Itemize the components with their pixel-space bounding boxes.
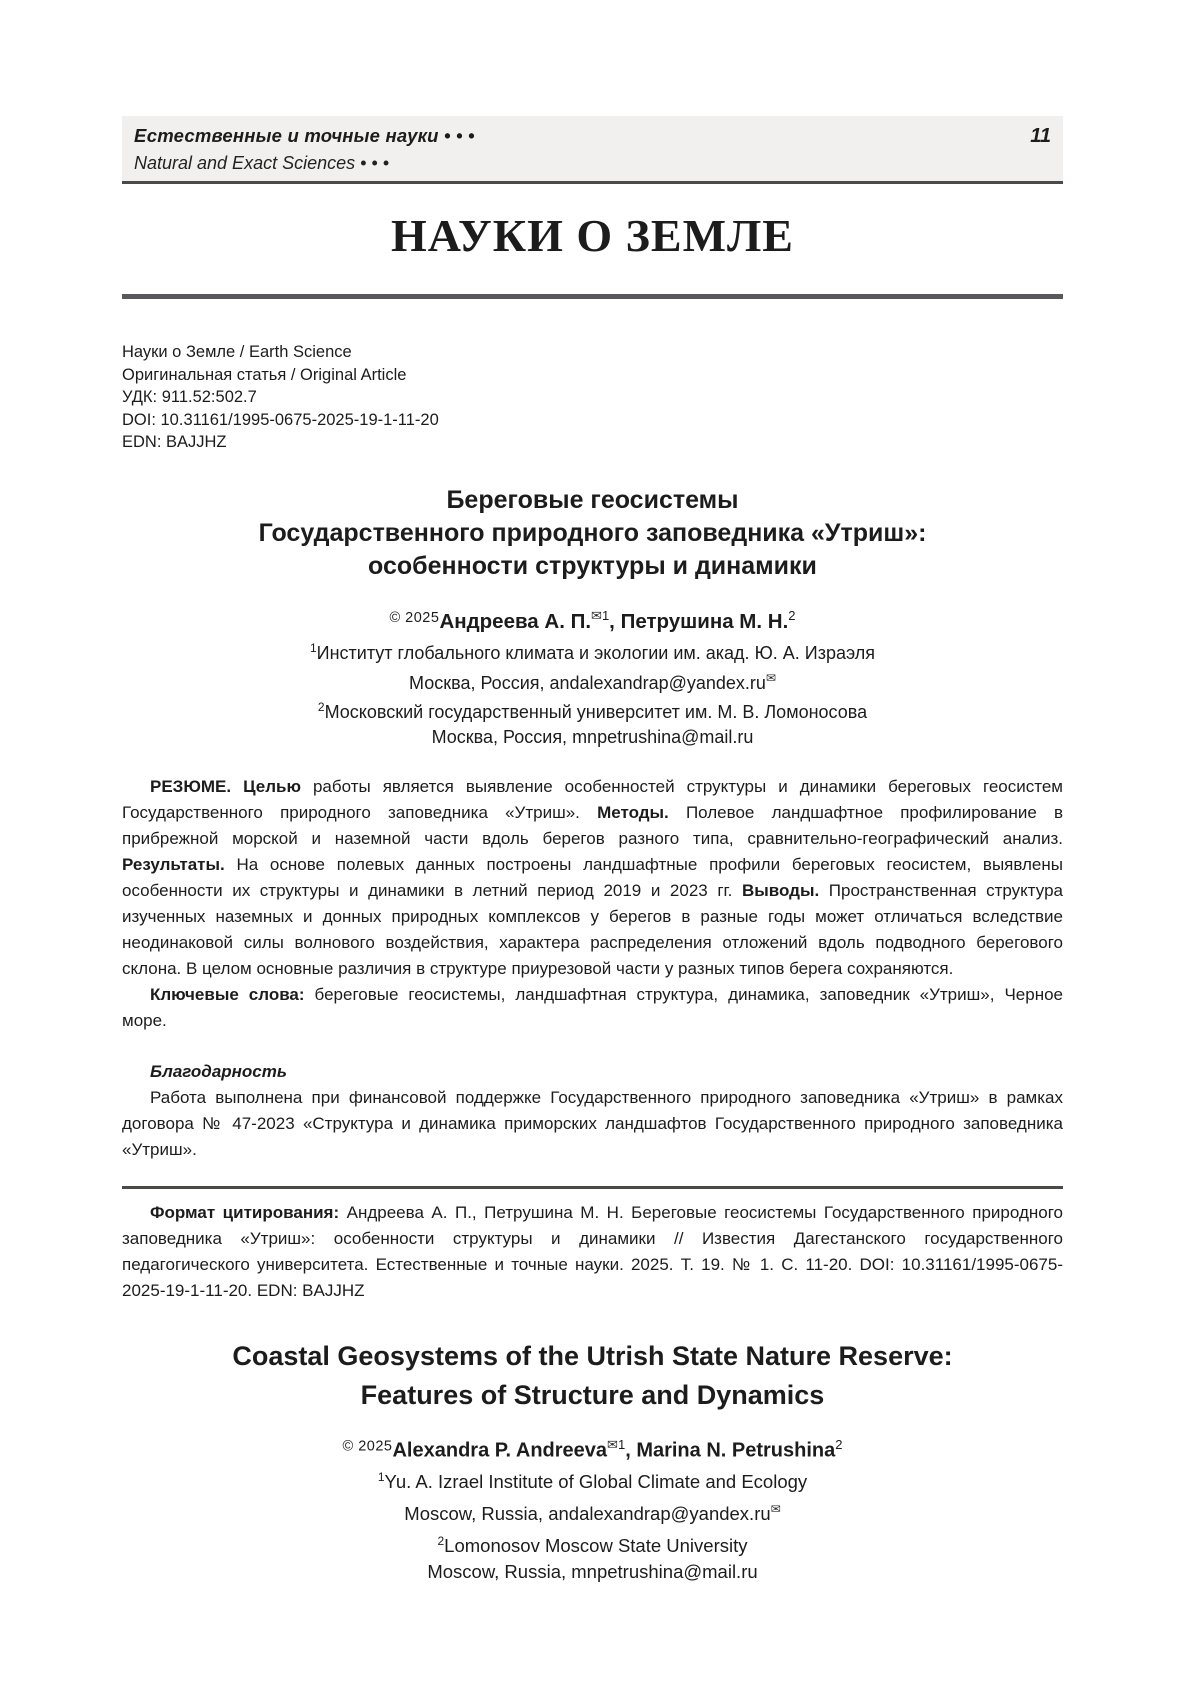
envelope-icon: ✉ [591, 607, 602, 623]
journal-section-title-en: Natural and Exact Sciences • • • [134, 153, 390, 173]
author-ru-2-affmark: 2 [788, 607, 796, 623]
affiliation-ru-1-city [122, 666, 1063, 696]
abstract-results-text: На основе полевых данных построены ландшафтные профили береговых геосистем, выявлены особенности их структуры и динамики в летний период 2019 и 2023 гг. [122, 855, 1063, 901]
meta-article-type: Оригинальная статья / Original Article [122, 365, 407, 384]
article-title-ru-line3: особенности структуры и динамики [368, 551, 817, 580]
author-ru-2: Петрушина М. Н. [620, 609, 789, 633]
running-head [122, 116, 1063, 184]
article-title-ru [122, 484, 1063, 583]
author-ru-1: Андреева А. П. [439, 609, 592, 633]
affiliation-ru-1-name: Институт глобального климата и экологии им. акад. Ю. А. Израэля [316, 643, 876, 664]
abstract-goal-label: Целью [243, 777, 301, 797]
citation-label: Формат цитирования: [150, 1202, 340, 1222]
abstract-label: РЕЗЮМЕ. [150, 777, 232, 797]
envelope-icon: ✉ [607, 1436, 618, 1452]
copyright-en: © 2025 [342, 1438, 393, 1455]
affiliations-ru [122, 636, 1063, 749]
article-title-ru-line1: Береговые геосистемы [446, 485, 739, 514]
citation-divider [122, 1186, 1063, 1189]
affiliation-ru-1 [122, 636, 1063, 666]
article-title-en [122, 1337, 1063, 1415]
affiliation-en-1-city [122, 1496, 1063, 1528]
section-heading: НАУКИ О ЗЕМЛЕ [391, 210, 794, 261]
affiliation-en-1-city-text: Moscow, Russia, andalexandrap@yandex.ru [404, 1503, 771, 1525]
affiliation-ru-1-mark: 1 [309, 641, 317, 656]
affiliation-en-1 [122, 1464, 1063, 1496]
meta-subject: Науки о Земле / Earth Science [122, 343, 352, 361]
affiliation-en-2 [122, 1528, 1063, 1560]
affiliation-en-2-city [122, 1559, 1063, 1586]
affiliation-ru-2-mark: 2 [317, 700, 325, 715]
author-ru-1-affmark: 1 [601, 607, 610, 623]
abstract-block [122, 774, 1063, 1034]
authors-ru [122, 608, 1063, 634]
abstract-methods-label: Методы. [597, 803, 669, 823]
abstract-conclusions-label: Выводы. [741, 881, 820, 901]
author-en-1: Alexandra P. Andreeva [392, 1439, 608, 1462]
article-title-ru-line2: Государственного природного заповедника «Утриш»: [258, 518, 927, 547]
abstract-paragraph [122, 774, 1063, 982]
affiliation-ru-2-city [122, 725, 1063, 750]
affiliation-en-1-name: Yu. A. Izrael Institute of Global Climate and Ecology [384, 1471, 808, 1493]
article-title-en-line2: Features of Structure and Dynamics [360, 1379, 825, 1410]
envelope-icon: ✉ [765, 670, 776, 685]
meta-edn: EDN: BAJJHZ [122, 433, 227, 451]
keywords-label: Ключевые слова: [150, 985, 305, 1005]
section-divider [122, 294, 1063, 299]
affiliation-ru-2 [122, 695, 1063, 725]
abstract-goal-text: работы является выявление особенностей структуры и динамики береговых геосистем Государственного природного заповедника «Утриш». [122, 777, 1063, 823]
meta-doi: DOI: 10.31161/1995-0675-2025-19-1-11-20 [122, 410, 439, 429]
header-divider [122, 181, 1063, 184]
authors-en-separator: , [625, 1439, 637, 1462]
authors-ru-separator: , [609, 609, 621, 633]
acknowledgment-title: Благодарность [150, 1062, 287, 1082]
copyright-ru: © 2025 [389, 609, 440, 626]
abstract-results-label: Результаты. [122, 855, 225, 875]
journal-section-title-ru: Естественные и точные науки • • • [134, 125, 475, 146]
affiliations-en [122, 1464, 1063, 1585]
citation-paragraph [122, 1200, 1063, 1304]
running-head-band [122, 116, 1063, 181]
keywords-paragraph [122, 982, 1063, 1034]
affiliation-en-2-mark: 2 [437, 1533, 445, 1548]
affiliation-ru-2-city-text: Москва, Россия, mnpetrushina@mail.ru [431, 726, 754, 747]
citation-text: Андреева А. П., Петрушина М. Н. Береговые геосистемы Государственного природного заповедника «Утриш»: особенности структуры и динамики // Известия Дагестанского государственного педагогического университета. Естественные и точные науки. 2025. Т. 19. № 1. С. 11-20. DOI: 10.31161/1995-0675-2025-19-1-11-20. EDN: BAJJHZ [122, 1202, 1063, 1300]
affiliation-ru-2-name: Московский государственный университет им. М. В. Ломоносова [324, 702, 868, 723]
author-en-2: Marina N. Petrushina [636, 1439, 836, 1462]
affiliation-en-2-city-text: Moscow, Russia, mnpetrushina@mail.ru [427, 1561, 758, 1583]
affiliation-ru-1-city-text: Москва, Россия, andalexandrap@yandex.ru [409, 672, 766, 693]
abstract-conclusions-text: Пространственная структура изученных наземных и донных природных комплексов у берегов в разные годы может отличаться вследствие неодинаковой силы волнового воздействия, характера распределения отложений вдоль подводного берегового склона. В целом основные различия в структуре приурезовой части у разных типов берега сохраняются. [122, 881, 1063, 979]
author-en-1-affmark: 1 [617, 1436, 626, 1452]
meta-udk: УДК: 911.52:502.7 [122, 388, 257, 406]
authors-en [122, 1437, 1063, 1463]
page-number: 11 [1030, 125, 1051, 147]
author-en-2-affmark: 2 [835, 1436, 843, 1452]
article-meta [122, 341, 1063, 454]
envelope-icon: ✉ [770, 1502, 781, 1517]
keywords-text: береговые геосистемы, ландшафтная структура, динамика, заповедник «Утриш», Черное море. [122, 985, 1063, 1031]
affiliation-en-2-name: Lomonosov Moscow State University [444, 1534, 748, 1556]
abstract-methods-text: Полевое ландшафтное профилирование в прибрежной морской и наземной части вдоль берегов разного типа, сравнительно-географический анализ. [122, 803, 1063, 849]
acknowledgment-text: Работа выполнена при финансовой поддержке Государственного природного заповедника «Утриш» в рамках договора № 47-2023 «Структура и динамика приморских ландшафтов Государственного природного заповедника «Утриш». [122, 1088, 1063, 1160]
article-title-en-line1: Coastal Geosystems of the Utrish State Nature Reserve: [232, 1340, 953, 1371]
affiliation-en-1-mark: 1 [377, 1470, 385, 1485]
acknowledgment-block [122, 1059, 1063, 1163]
